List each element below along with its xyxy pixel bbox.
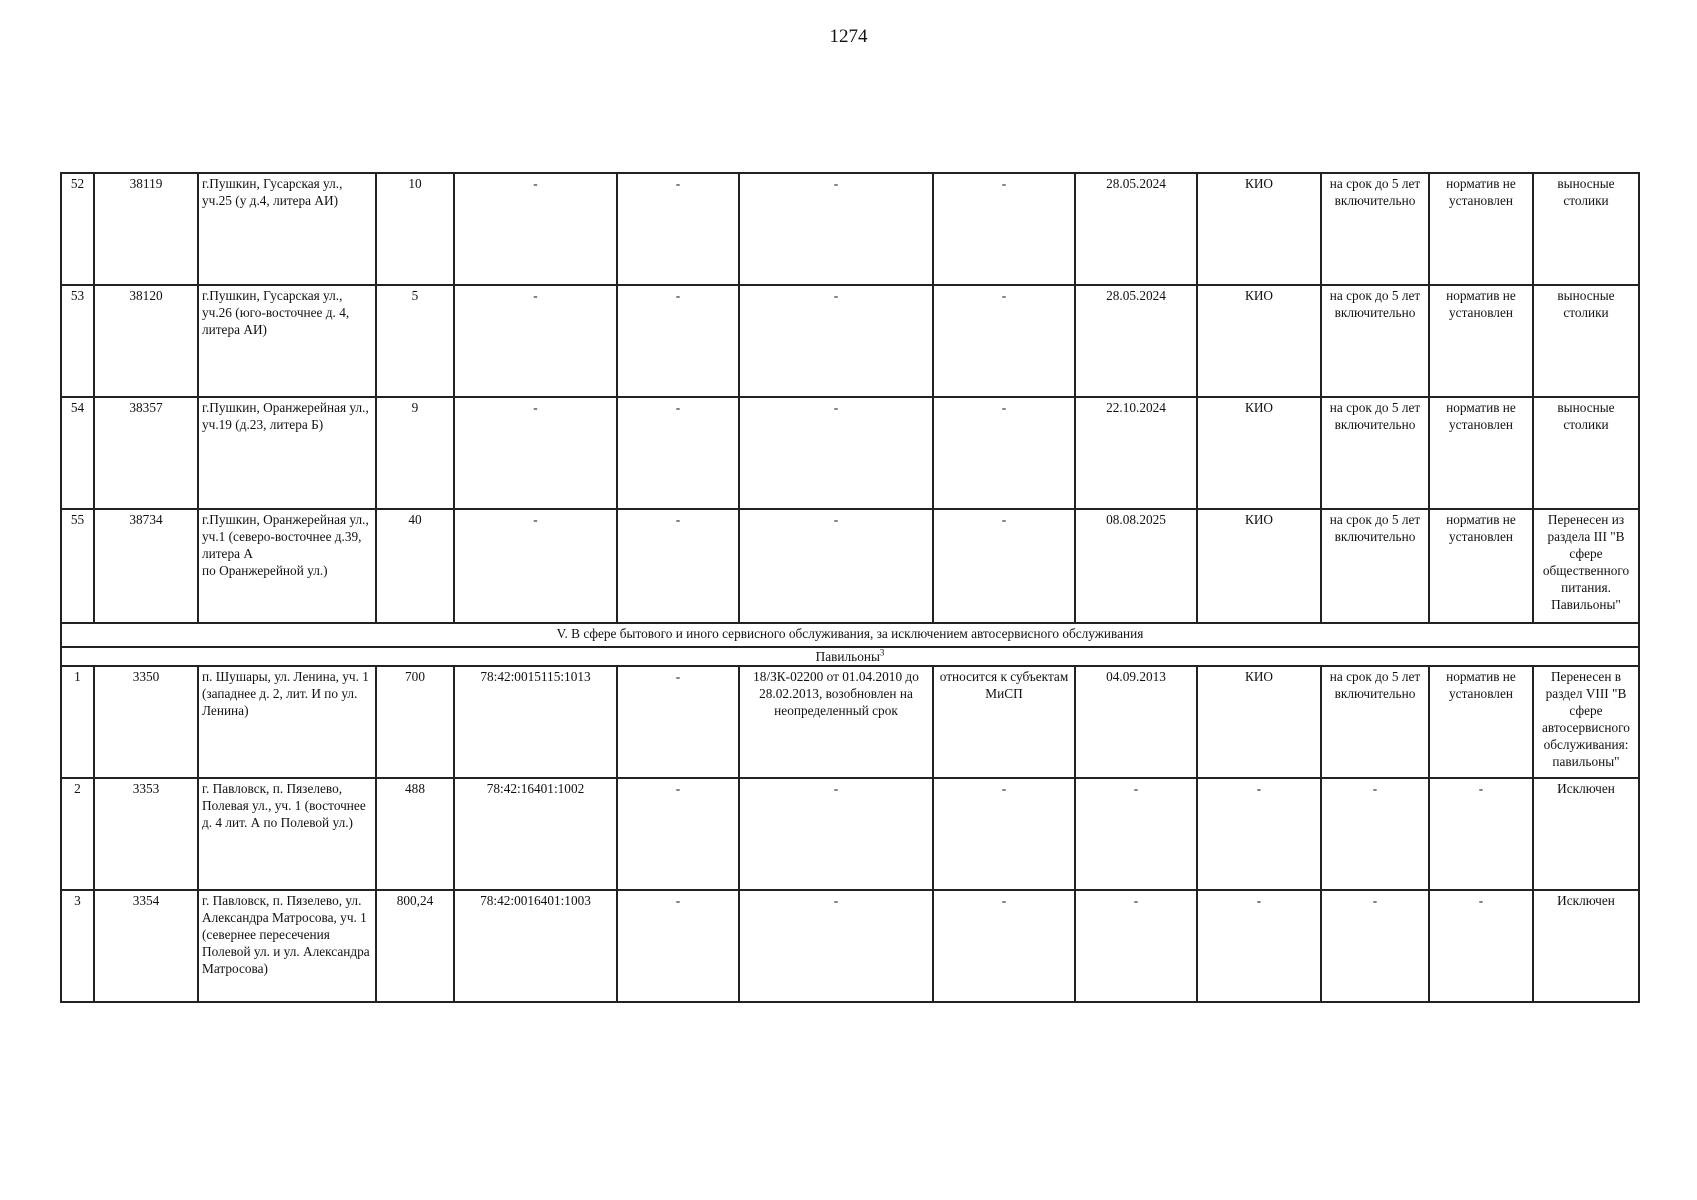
cell-area: 700 (376, 666, 454, 778)
cell-cadastral: 78:42:0015115:1013 (454, 666, 617, 778)
cell-col6: - (617, 173, 739, 285)
cell-term: - (1321, 890, 1429, 1002)
cell-date: - (1075, 778, 1197, 890)
cell-org: КИО (1197, 285, 1321, 397)
cell-id: 3350 (94, 666, 198, 778)
cell-col6: - (617, 397, 739, 509)
cell-date: 04.09.2013 (1075, 666, 1197, 778)
cell-id: 3353 (94, 778, 198, 890)
cell-subject: - (933, 509, 1075, 623)
cell-address: г.Пушкин, Оранжерейная ул., уч.19 (д.23, литера Б) (198, 397, 376, 509)
cell-area: 488 (376, 778, 454, 890)
cell-norm: норматив не установлен (1429, 509, 1533, 623)
cell-org: КИО (1197, 509, 1321, 623)
cell-area: 800,24 (376, 890, 454, 1002)
cell-cadastral: - (454, 509, 617, 623)
cell-address: г.Пушкин, Оранжерейная ул., уч.1 (северо-восточнее д.39, литера А по Оранжерейной ул.) (198, 509, 376, 623)
cell-id: 38357 (94, 397, 198, 509)
cell-norm: норматив не установлен (1429, 397, 1533, 509)
cell-cadastral: - (454, 173, 617, 285)
cell-term: - (1321, 778, 1429, 890)
cell-col6: - (617, 285, 739, 397)
cell-area: 40 (376, 509, 454, 623)
cell-col6: - (617, 890, 739, 1002)
cell-contract: - (739, 285, 933, 397)
subsection-header-row (61, 647, 1639, 666)
cell-id: 38120 (94, 285, 198, 397)
cell-note: выносные столики (1533, 285, 1639, 397)
cell-num: 2 (61, 778, 94, 890)
cell-cadastral: 78:42:0016401:1003 (454, 890, 617, 1002)
table-row (61, 666, 1639, 778)
cell-col6: - (617, 778, 739, 890)
cell-date: 22.10.2024 (1075, 397, 1197, 509)
cell-note: выносные столики (1533, 173, 1639, 285)
cell-norm: - (1429, 890, 1533, 1002)
cell-cadastral: 78:42:16401:1002 (454, 778, 617, 890)
cell-cadastral: - (454, 397, 617, 509)
cell-subject: относится к субъектам МиСП (933, 666, 1075, 778)
cell-org: КИО (1197, 666, 1321, 778)
cell-cadastral: - (454, 285, 617, 397)
cell-date: - (1075, 890, 1197, 1002)
cell-org: КИО (1197, 397, 1321, 509)
cell-col6: - (617, 509, 739, 623)
footnote-marker: 3 (879, 647, 885, 658)
cell-address: г.Пушкин, Гусарская ул., уч.26 (юго-восточнее д. 4, литера АИ) (198, 285, 376, 397)
cell-term: на срок до 5 лет включительно (1321, 285, 1429, 397)
cell-term: на срок до 5 лет включительно (1321, 666, 1429, 778)
table-row (61, 890, 1639, 1002)
cell-area: 9 (376, 397, 454, 509)
cell-org: - (1197, 778, 1321, 890)
cell-num: 53 (61, 285, 94, 397)
cell-note: Перенесен из раздела III "В сфере общественного питания. Павильоны" (1533, 509, 1639, 623)
registry-table (60, 172, 1640, 1003)
cell-id: 38119 (94, 173, 198, 285)
cell-contract: - (739, 397, 933, 509)
cell-date: 08.08.2025 (1075, 509, 1197, 623)
cell-address: п. Шушары, ул. Ленина, уч. 1 (западнее д. 2, лит. И по ул. Ленина) (198, 666, 376, 778)
cell-area: 10 (376, 173, 454, 285)
cell-area: 5 (376, 285, 454, 397)
cell-num: 55 (61, 509, 94, 623)
cell-subject: - (933, 397, 1075, 509)
cell-norm: норматив не установлен (1429, 173, 1533, 285)
section-title: V. В сфере бытового и иного сервисного обслуживания, за исключением автосервисного обслуживания (61, 623, 1639, 647)
cell-contract: - (739, 173, 933, 285)
subsection-cell (61, 647, 1639, 666)
cell-term: на срок до 5 лет включительно (1321, 173, 1429, 285)
cell-subject: - (933, 285, 1075, 397)
cell-subject: - (933, 778, 1075, 890)
cell-address: г.Пушкин, Гусарская ул., уч.25 (у д.4, литера АИ) (198, 173, 376, 285)
cell-address: г. Павловск, п. Пязелево, ул. Александра Матросова, уч. 1 (севернее пересечения Полевой ул. и ул. Александра Матросова) (198, 890, 376, 1002)
cell-contract: - (739, 890, 933, 1002)
table-row (61, 509, 1639, 623)
cell-note: выносные столики (1533, 397, 1639, 509)
cell-note: Перенесен в раздел VIII "В сфере автосервисного обслуживания: павильоны" (1533, 666, 1639, 778)
cell-col6: - (617, 666, 739, 778)
subsection-title: Павильоны (815, 649, 880, 664)
cell-note: Исключен (1533, 890, 1639, 1002)
cell-id: 38734 (94, 509, 198, 623)
cell-contract: - (739, 778, 933, 890)
cell-term: на срок до 5 лет включительно (1321, 397, 1429, 509)
cell-id: 3354 (94, 890, 198, 1002)
cell-norm: норматив не установлен (1429, 285, 1533, 397)
cell-norm: норматив не установлен (1429, 666, 1533, 778)
table-row (61, 285, 1639, 397)
cell-address: г. Павловск, п. Пязелево, Полевая ул., уч. 1 (восточнее д. 4 лит. А по Полевой ул.) (198, 778, 376, 890)
cell-subject: - (933, 890, 1075, 1002)
cell-contract: 18/ЗК-02200 от 01.04.2010 до 28.02.2013, возобновлен на неопределенный срок (739, 666, 933, 778)
cell-num: 54 (61, 397, 94, 509)
page-number: 1274 (829, 26, 868, 47)
section-header-row (61, 623, 1639, 647)
cell-org: - (1197, 890, 1321, 1002)
cell-date: 28.05.2024 (1075, 173, 1197, 285)
cell-num: 1 (61, 666, 94, 778)
cell-norm: - (1429, 778, 1533, 890)
cell-term: на срок до 5 лет включительно (1321, 509, 1429, 623)
cell-subject: - (933, 173, 1075, 285)
cell-num: 52 (61, 173, 94, 285)
table-row (61, 173, 1639, 285)
cell-num: 3 (61, 890, 94, 1002)
cell-date: 28.05.2024 (1075, 285, 1197, 397)
table-row (61, 778, 1639, 890)
table-row (61, 397, 1639, 509)
cell-contract: - (739, 509, 933, 623)
cell-note: Исключен (1533, 778, 1639, 890)
cell-org: КИО (1197, 173, 1321, 285)
